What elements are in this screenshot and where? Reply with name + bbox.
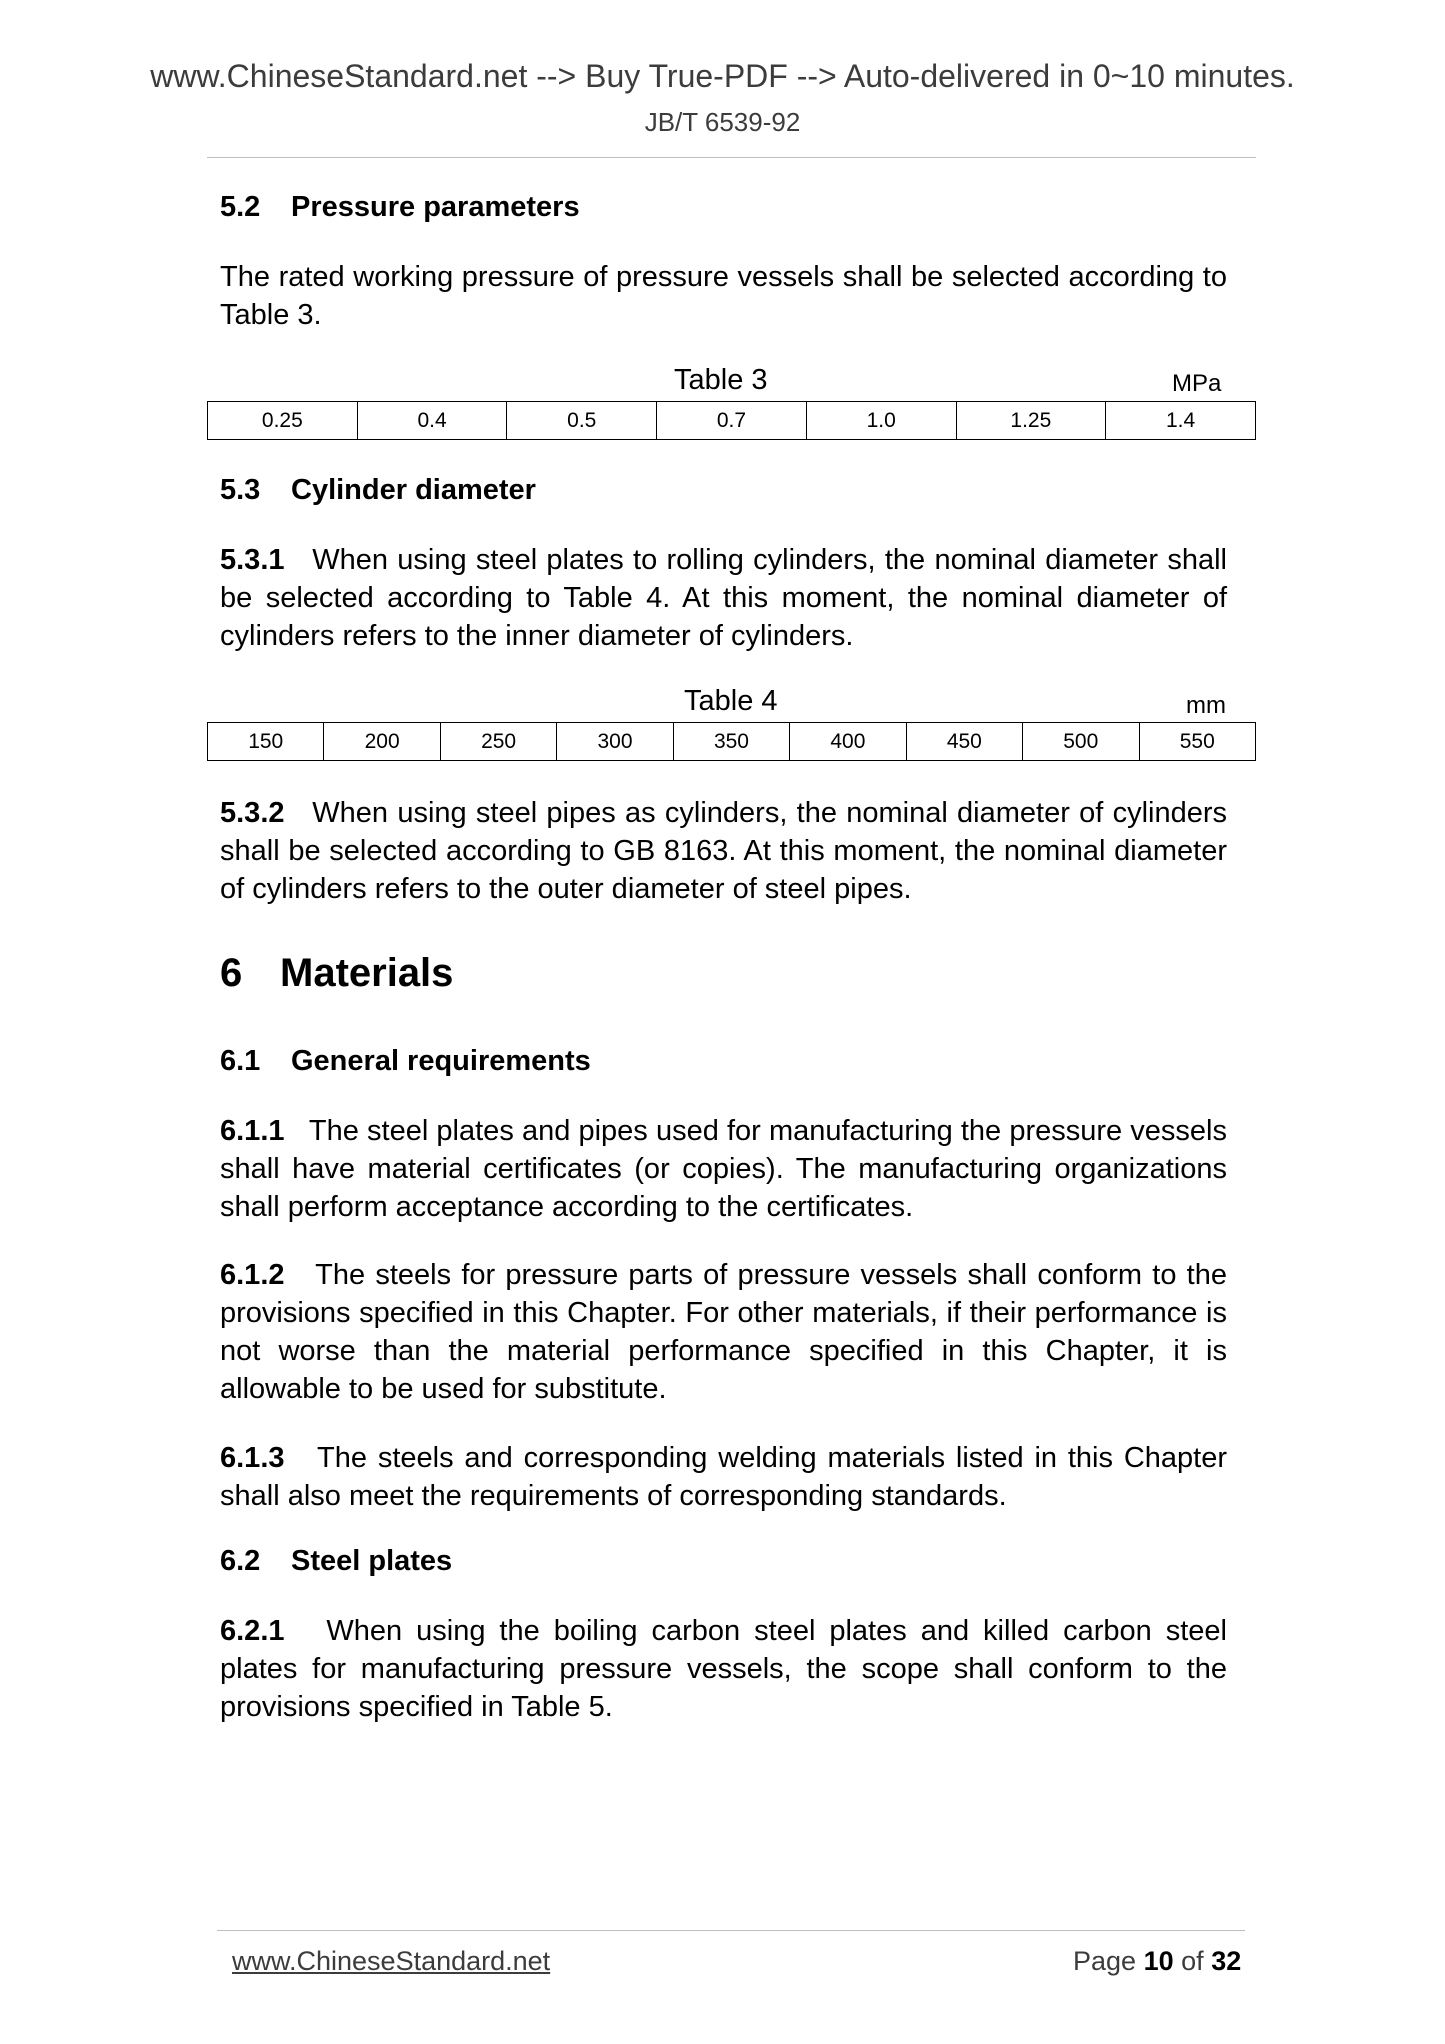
section-title: Steel plates [291, 1545, 453, 1577]
paragraph-5-3-1 [220, 541, 1227, 655]
table-cell: 350 [673, 723, 789, 761]
section-heading-5-2 [220, 191, 580, 224]
table-3-unit: MPa [1172, 370, 1222, 397]
clause-text: When using the boiling carbon steel plates and killed carbon steel plates for manufacturing pressure vessels, the scope shall conform to the provisions specified in Table 5. [220, 1615, 1228, 1723]
clause-text: The steels for pressure parts of pressure vessels shall conform to the provisions specified in this Chapter. For other materials, if their performance is not worse than the material performance specified in this Chapter, it is allowable to be used for substitute. [220, 1259, 1227, 1405]
table-cell: 450 [906, 723, 1022, 761]
table-4 [207, 722, 1256, 761]
table-row [208, 402, 1256, 440]
page-indicator [1073, 1946, 1241, 1977]
clause-number: 6.1.3 [220, 1442, 285, 1474]
table-4-caption: Table 4 [684, 685, 778, 717]
footer-site-link[interactable]: www.ChineseStandard.net [232, 1946, 551, 1976]
paragraph-6-1-2 [220, 1256, 1227, 1408]
table-cell: 0.7 [657, 402, 807, 440]
table-row [208, 723, 1256, 761]
table-cell: 500 [1023, 723, 1139, 761]
site-banner: www.ChineseStandard.net --> Buy True-PDF --> Auto-delivered in 0~10 minutes. [150, 58, 1295, 94]
table-cell: 0.4 [357, 402, 507, 440]
table-3 [207, 401, 1256, 440]
clause-number: 6.2.1 [220, 1615, 285, 1647]
clause-text: The steels and corresponding welding materials listed in this Chapter shall also meet the requirements of corresponding standards. [220, 1442, 1228, 1512]
section-heading-6-2 [220, 1545, 452, 1578]
table-cell: 400 [790, 723, 906, 761]
clause-number: 6.1.2 [220, 1259, 285, 1291]
clause-text: When using steel pipes as cylinders, the nominal diameter of cylinders shall be selected according to GB 8163. At this moment, the nominal diameter of cylinders refers to the outer diameter of steel pipes. [220, 797, 1228, 905]
paragraph-5-2: The rated working pressure of pressure vessels shall be selected according to Table 3. [220, 261, 1227, 331]
paragraph-6-2-1 [220, 1612, 1227, 1726]
section-title: Pressure parameters [291, 191, 580, 223]
clause-number: 5.3.2 [220, 797, 285, 829]
section-heading-6-1 [220, 1045, 591, 1078]
table-cell: 150 [208, 723, 324, 761]
table-cell: 0.5 [507, 402, 657, 440]
table-cell: 1.0 [806, 402, 956, 440]
chapter-heading-6 [220, 951, 453, 996]
chapter-title: Materials [280, 951, 454, 995]
table-cell: 250 [440, 723, 556, 761]
section-number: 6.1 [220, 1045, 261, 1077]
table-cell: 1.25 [956, 402, 1106, 440]
chapter-number: 6 [220, 951, 243, 995]
footer-divider [217, 1930, 1245, 1931]
section-title: General requirements [291, 1045, 591, 1077]
clause-number: 5.3.1 [220, 544, 285, 576]
section-heading-5-3 [220, 474, 536, 507]
of-word: of [1181, 1946, 1204, 1976]
section-number: 5.2 [220, 191, 261, 223]
paragraph-6-1-1 [220, 1112, 1227, 1226]
table-cell: 300 [557, 723, 673, 761]
table-cell: 0.25 [208, 402, 358, 440]
table-4-unit: mm [1186, 692, 1226, 719]
section-number: 5.3 [220, 474, 261, 506]
table-cell: 1.4 [1106, 402, 1256, 440]
paragraph-5-3-2 [220, 794, 1227, 908]
document-id: JB/T 6539-92 [644, 107, 801, 137]
paragraph-6-1-3 [220, 1439, 1227, 1515]
table-3-caption: Table 3 [674, 364, 768, 396]
clause-text: When using steel plates to rolling cylinders, the nominal diameter shall be selected according to Table 4. At this moment, the nominal diameter of cylinders refers to the inner diameter of cylinders. [220, 544, 1227, 652]
page-number: 10 [1143, 1946, 1174, 1976]
section-number: 6.2 [220, 1545, 261, 1577]
table-cell: 200 [324, 723, 440, 761]
page-total: 32 [1211, 1946, 1242, 1976]
page-word: Page [1073, 1946, 1137, 1976]
clause-number: 6.1.1 [220, 1115, 285, 1147]
section-title: Cylinder diameter [291, 474, 536, 506]
header-divider [207, 157, 1256, 158]
clause-text: The steel plates and pipes used for manufacturing the pressure vessels shall have material certificates (or copies). The manufacturing organizations shall perform acceptance according to the certificates. [220, 1115, 1227, 1223]
table-cell: 550 [1139, 723, 1256, 761]
